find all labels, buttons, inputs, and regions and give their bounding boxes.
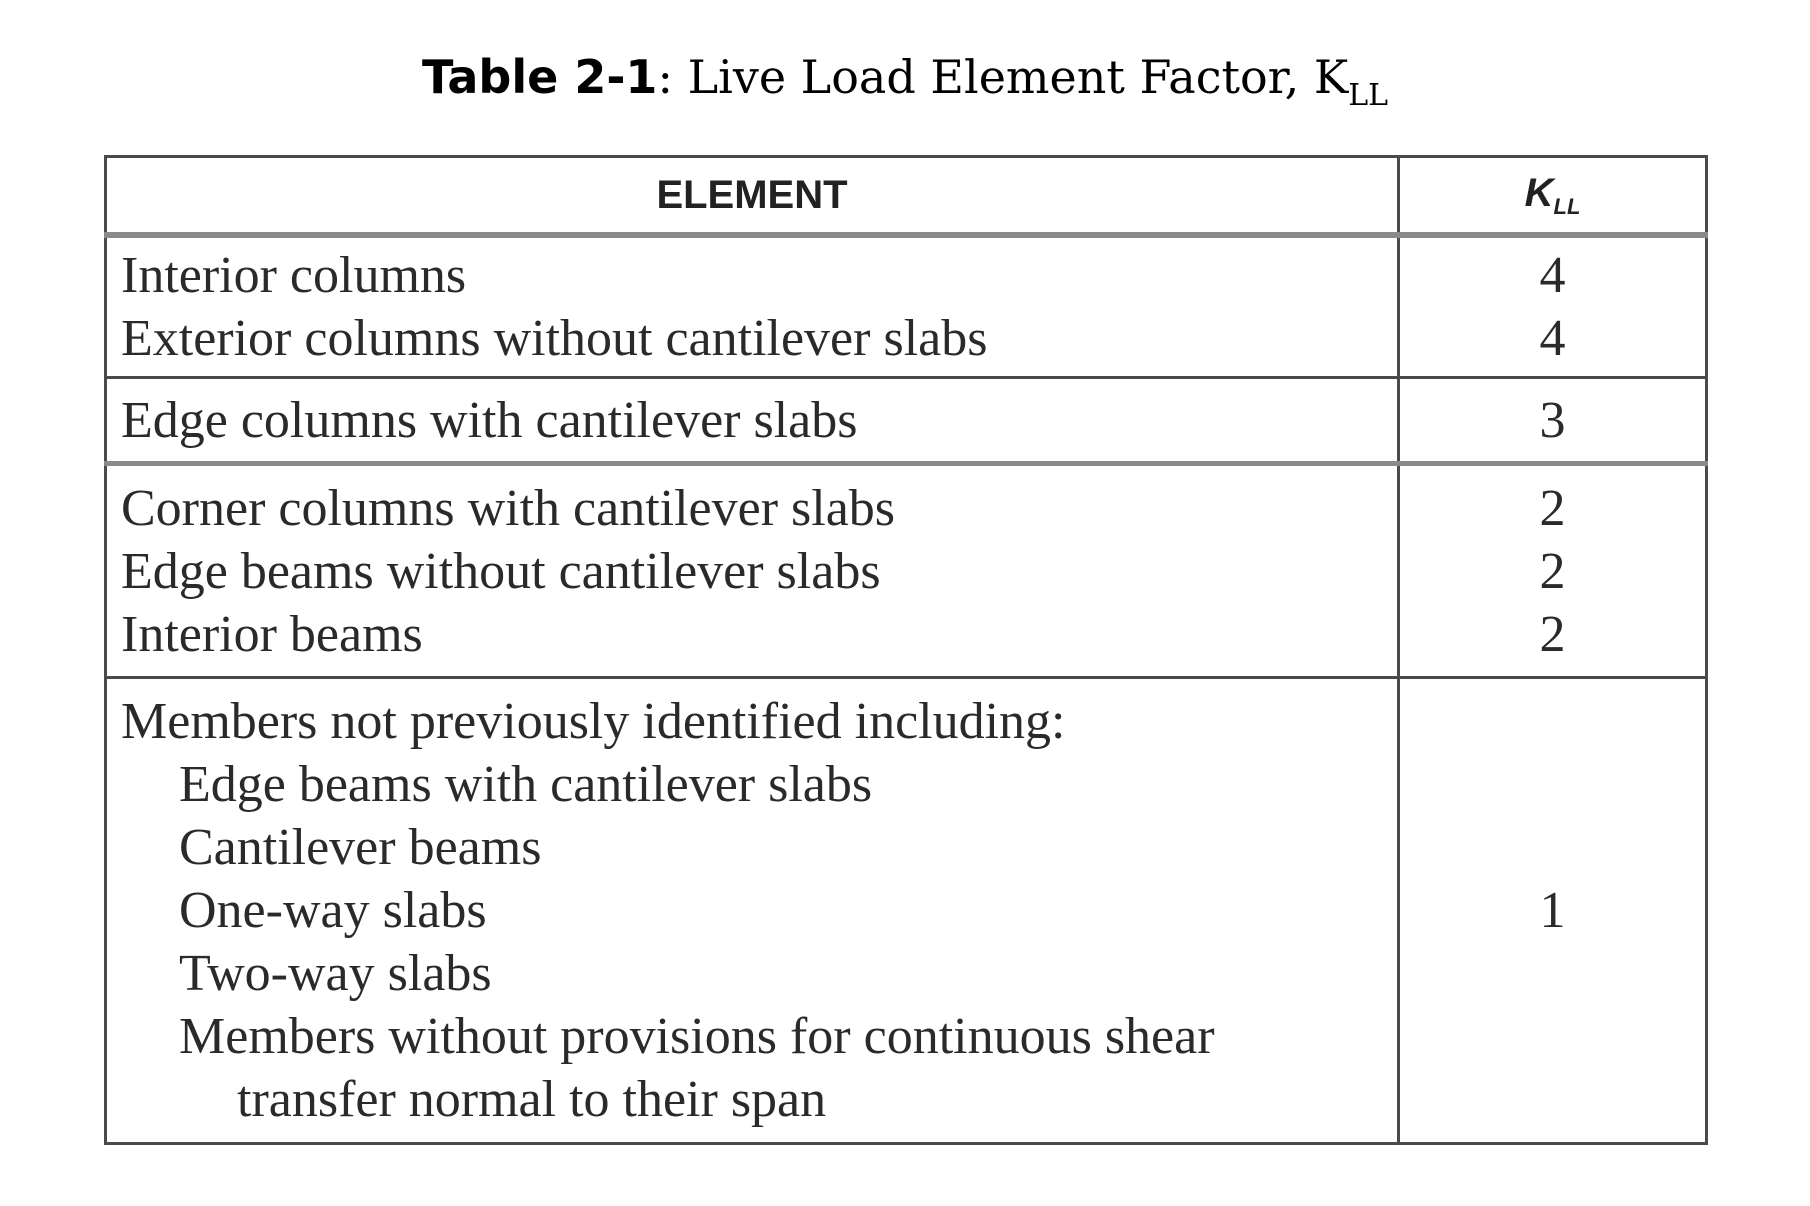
element-members-not-previously-identified: Members not previously identified including: — [121, 693, 1066, 750]
caption-text: : Live Load Element Factor, K — [657, 50, 1349, 104]
element-interior-columns: Interior columns — [121, 247, 467, 304]
group-4-elements — [106, 678, 1399, 1144]
header-kll — [1399, 157, 1707, 236]
value-exterior-columns: 4 — [1539, 310, 1566, 367]
element-exterior-columns-without-cantilever-slabs: Exterior columns without cantilever slabs — [121, 310, 988, 367]
caption-label: Table 2-1 — [421, 50, 658, 104]
value-edge-columns: 3 — [1539, 391, 1566, 449]
element-edge-columns-with-cantilever-slabs: Edge columns with cantilever slabs — [121, 391, 858, 449]
value-corner-columns: 2 — [1539, 479, 1566, 537]
header-kll-subscript: LL — [1553, 193, 1581, 219]
table-row-group-4 — [106, 678, 1707, 1144]
value-members-not-previously-identified: 1 — [1539, 882, 1566, 939]
header-element: ELEMENT — [106, 157, 1399, 236]
element-members-without-provisions: Members without provisions for continuous shear — [179, 1008, 1215, 1065]
element-corner-columns-with-cantilever-slabs: Corner columns with cantilever slabs — [121, 479, 896, 537]
value-interior-beams: 2 — [1539, 605, 1566, 663]
element-interior-beams: Interior beams — [121, 605, 423, 663]
live-load-element-factor-table — [104, 155, 1708, 1145]
element-edge-beams-without-cantilever-slabs: Edge beams without cantilever slabs — [121, 542, 881, 600]
element-two-way-slabs: Two-way slabs — [179, 945, 492, 1002]
group-2-values — [1399, 378, 1707, 464]
value-interior-columns: 4 — [1539, 247, 1566, 304]
group-3-values — [1399, 464, 1707, 678]
element-one-way-slabs: One-way slabs — [179, 882, 487, 939]
group-1-elements — [106, 235, 1399, 378]
table-row-group-2 — [106, 378, 1707, 464]
group-1-values — [1399, 235, 1707, 378]
table-row-group-3 — [106, 464, 1707, 678]
group-4-values — [1399, 678, 1707, 1144]
header-kll-base: K — [1524, 170, 1554, 215]
table-caption — [0, 50, 1810, 113]
element-transfer-normal-to-span: transfer normal to their span — [237, 1071, 827, 1128]
group-2-elements — [106, 378, 1399, 464]
table-row-group-1 — [106, 235, 1707, 378]
group-3-elements — [106, 464, 1399, 678]
element-edge-beams-with-cantilever-slabs: Edge beams with cantilever slabs — [179, 756, 873, 813]
value-edge-beams-without: 2 — [1539, 542, 1566, 600]
header-row — [106, 157, 1707, 236]
element-cantilever-beams: Cantilever beams — [179, 819, 542, 876]
caption-subscript: LL — [1348, 78, 1389, 113]
